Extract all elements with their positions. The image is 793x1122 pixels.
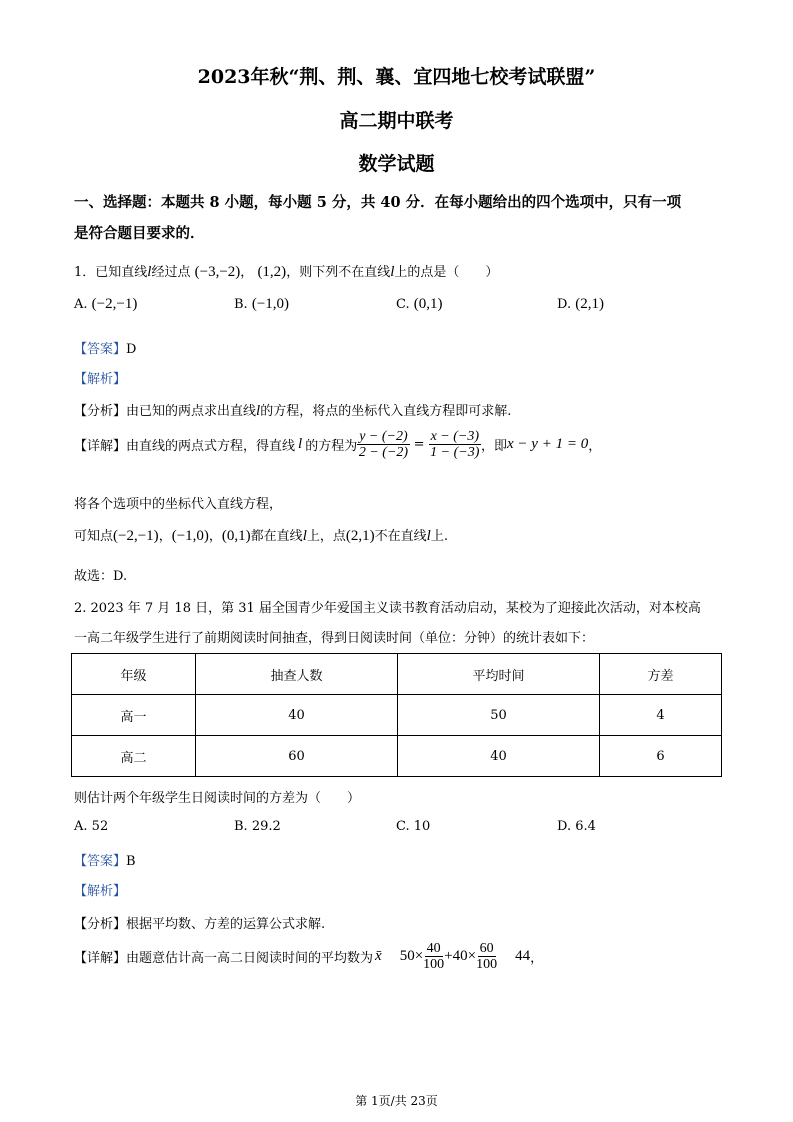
q1-option-c [396,296,443,313]
q2-stem-line2: 一高二年级学生进行了前期阅读时间抽查，得到日阅读时间（单位：分钟）的统计表如下： [74,631,595,646]
eq-result: 44 [515,948,531,965]
q2-detail [74,941,543,973]
mean-symbol: x̄ [375,948,382,965]
fraction-60-100 [476,941,497,973]
text: ， [158,529,172,544]
detail-text: ， [588,439,602,455]
q2-fenxi [74,913,325,932]
table-row [72,695,722,736]
option-value: 29.2 [251,819,281,834]
section-heading-line1: 一、选择题：本题共 8 小题，每小题 5 分，共 40 分．在每小题给出的四个选项中，只有一项 [74,194,682,211]
frac-den: 100 [476,957,498,973]
fenxi-tag: 【分析】 [74,917,127,932]
fraction-2 [429,429,481,461]
table-cell: 6 [600,736,722,777]
option-label: B. [234,819,248,834]
q1-fenxi [74,400,511,420]
answer-tag: 【答案】 [74,342,127,357]
answer-value: D [126,342,137,357]
q2-option-b [234,819,281,834]
fenxi-text: 由已知的两点求出直线 [126,404,257,419]
q1-stem [74,261,498,281]
q1-option-d [557,296,604,313]
page-number: 第 1页/共 23页 [355,1094,438,1108]
point: (2,1) [345,528,375,544]
q2-analysis-tag: 【解析】 [74,884,127,899]
text: 可知点 [74,529,114,544]
q1-stem-mid2: ，则下列不在直线 [286,265,391,280]
q2-question: 则估计两个年级学生日阅读时间的方差为（ ） [74,791,361,806]
frac-num: x − (−3) [430,429,479,444]
option-label: A. [74,819,88,834]
fenxi-text: 的方程，将点的坐标代入直线方程即可求解. [260,404,512,419]
table-cell: 高二 [72,736,196,777]
table-cell: 40 [398,736,600,777]
section-heading-line2: 是符合题目要求的． [74,225,205,242]
detail-text: 的方程为 [305,439,358,455]
exam-title-line1: 2023年秋“荆、荆、襄、宜四地七校考试联盟” [197,66,596,88]
frac-den: 2 − (−2) [358,445,409,461]
table-cell: 高一 [72,695,196,736]
q1-conclusion: 故选：D. [74,569,128,584]
option-label: B. [234,297,248,312]
q1-point2: (1,2) [257,264,287,280]
option-label: C. [396,819,410,834]
q2-stem-line1: 2. 2023 年 7 月 18 日，第 31 届全国青少年爱国主义读书教育活动启动，某校为了迎接此次活动，对本校高 [74,601,701,616]
fraction-40-100 [423,941,444,973]
q1-line3 [74,525,448,545]
q1-point1: (−3,−2) [194,264,241,280]
table-header-cell: 方差 [600,654,722,695]
table-header-cell: 平均时间 [398,654,600,695]
q1-detail [74,429,601,461]
detail-text: ， [530,951,544,967]
line-equation: x − y + 1 = 0 [507,436,589,453]
frac-num: 40 [426,941,441,956]
point: (−1,0) [171,528,209,544]
var-l: l [390,264,395,280]
q1-stem-prefix: 1．已知直线 [74,265,148,280]
q2-option-c [396,819,430,834]
text: 上. [430,529,448,544]
table-cell: 40 [196,695,398,736]
q2-option-d [557,819,596,834]
frac-num: 60 [479,941,494,956]
stats-table [71,653,722,777]
detail-tag: 【详解】 [74,439,127,455]
q2-answer [74,850,136,869]
q1-option-b [234,296,289,313]
fraction-1 [357,429,409,461]
option-label: C. [396,297,410,312]
equals-sign: = [413,437,425,453]
eq-part: 50× [399,948,424,965]
frac-num: y − (−2) [359,429,408,444]
text: 不在直线 [374,529,427,544]
eq-part: +40× [444,948,477,965]
var-l: l [147,264,152,280]
detail-text: 由题意估计高一高二日阅读时间的平均数为 [126,951,374,967]
detail-text: 由直线的两点式方程，得直线 [126,439,296,455]
fenxi-tag: 【分析】 [74,404,127,419]
text: 都在直线 [250,529,303,544]
q1-stem-mid1: 经过点 [151,265,191,280]
fenxi-text: 根据平均数、方差的运算公式求解. [126,917,326,932]
exam-title-line2: 高二期中联考 [339,110,454,132]
option-value: 6.4 [575,819,596,834]
table-cell: 4 [600,695,722,736]
option-label: D. [557,297,572,312]
frac-den: 1 − (−3) [430,445,480,461]
text: ， [208,529,222,544]
option-label: D. [557,819,572,834]
answer-value: B [126,854,136,869]
var-l: l [298,436,303,453]
q1-analysis-tag: 【解析】 [74,372,127,387]
exam-title-line3: 数学试题 [358,153,435,175]
frac-den: 100 [423,957,445,973]
q2-option-a [74,819,108,834]
table-header-cell: 年级 [72,654,196,695]
text: 上，点 [306,529,346,544]
option-value: (2,1) [575,296,604,312]
table-row [72,736,722,777]
q1-line2: 将各个选项中的坐标代入直线方程， [74,497,283,512]
var-l: l [302,528,307,544]
detail-tag: 【详解】 [74,951,127,967]
var-l: l [426,528,431,544]
q1-answer [74,338,136,357]
table-cell: 60 [196,736,398,777]
option-value: 52 [91,819,109,834]
q1-option-a [74,296,137,313]
option-label: A. [74,297,88,312]
var-l: l [256,403,261,419]
option-value: (−2,−1) [91,296,138,312]
option-value: (0,1) [413,296,443,312]
table-header-row [72,654,722,695]
table-cell: 50 [398,695,600,736]
answer-tag: 【答案】 [74,854,127,869]
q1-stem-suffix: 上的点是（ ） [394,265,499,280]
point: (0,1) [221,528,251,544]
table-header-cell: 抽查人数 [196,654,398,695]
detail-text: ，即 [481,439,508,455]
point: (−2,−1) [113,528,159,544]
option-value: 10 [413,819,431,834]
q1-sep: ， [240,265,254,280]
option-value: (−1,0) [251,296,290,312]
